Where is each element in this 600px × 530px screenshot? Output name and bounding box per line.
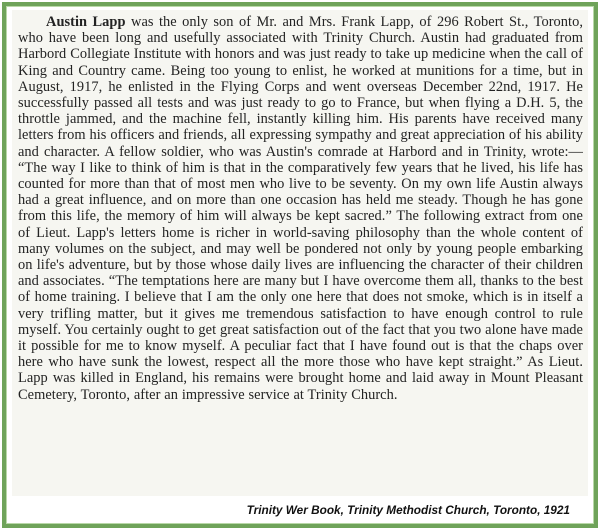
article-body: was the only son of Mr. and Mrs. Frank Lapp, of 296 Robert St., Toronto, who have been long and usefully associated with Trinity Church. Austin had graduated from Harbord Collegiate Institute with honors and was just ready to take up medicine when the call of King and Country came. Being too young to enlist, he worked at munitions for a time, but in August, 1917, he enlisted in the Flying Corps and went overseas December 22nd, 1917. He successfully passed all tests and was just ready to go to France, but when flying a D.H. 5, the throttle jammed, and the machine fell, instantly killing him. His parents have received many letters from his officers and friends, all expressing sympathy and great appreciation of his ability and character. A fellow soldier, who was Austin's comrade at Harbord and in Trinity, wrote:— “The way I like to think of him is that in the comparatively few years that he lived, his life has counted for more than that of most men who live to be seventy. On my own life Austin always had a great influence, and on more than one occasion has held me steady. Though he has gone from this life, the memory of him will always be kept sacred.” The following extract from one of Lieut. Lapp's letters home is richer in world-saving philosophy than the whole content of many volumes on the subject, and may well be pondered not only by young people embarking on life's adventure, but by those whose daily lives are influencing the character of their children and associates. “The temptations here are many but I have overcome them all, thanks to the best of home training. I believe that I am the only one here that does not smoke, which is in itself a very trifling matter, but it gives me tremendous satisfaction to have enough control to rule myself. You certainly ought to get great satisfaction out of the fact that you two alone have made it possible for me to know myself. A peculiar fact that I have found out is that the chaps over here who have sunk the lowest, respect all the more those who have kept straight.” As Lieut. Lapp was killed in England, his remains were brought home and laid away in Mount Pleasant Cemetery, Toronto, after an impressive service at Trinity Church. xyxy=(18,14,583,403)
article-clipping xyxy=(12,10,588,496)
person-name: Austin Lapp xyxy=(46,14,126,30)
source-caption: Trinity Wer Book, Trinity Methodist Church, Toronto, 1921 xyxy=(246,503,570,517)
article-paragraph xyxy=(18,14,583,403)
